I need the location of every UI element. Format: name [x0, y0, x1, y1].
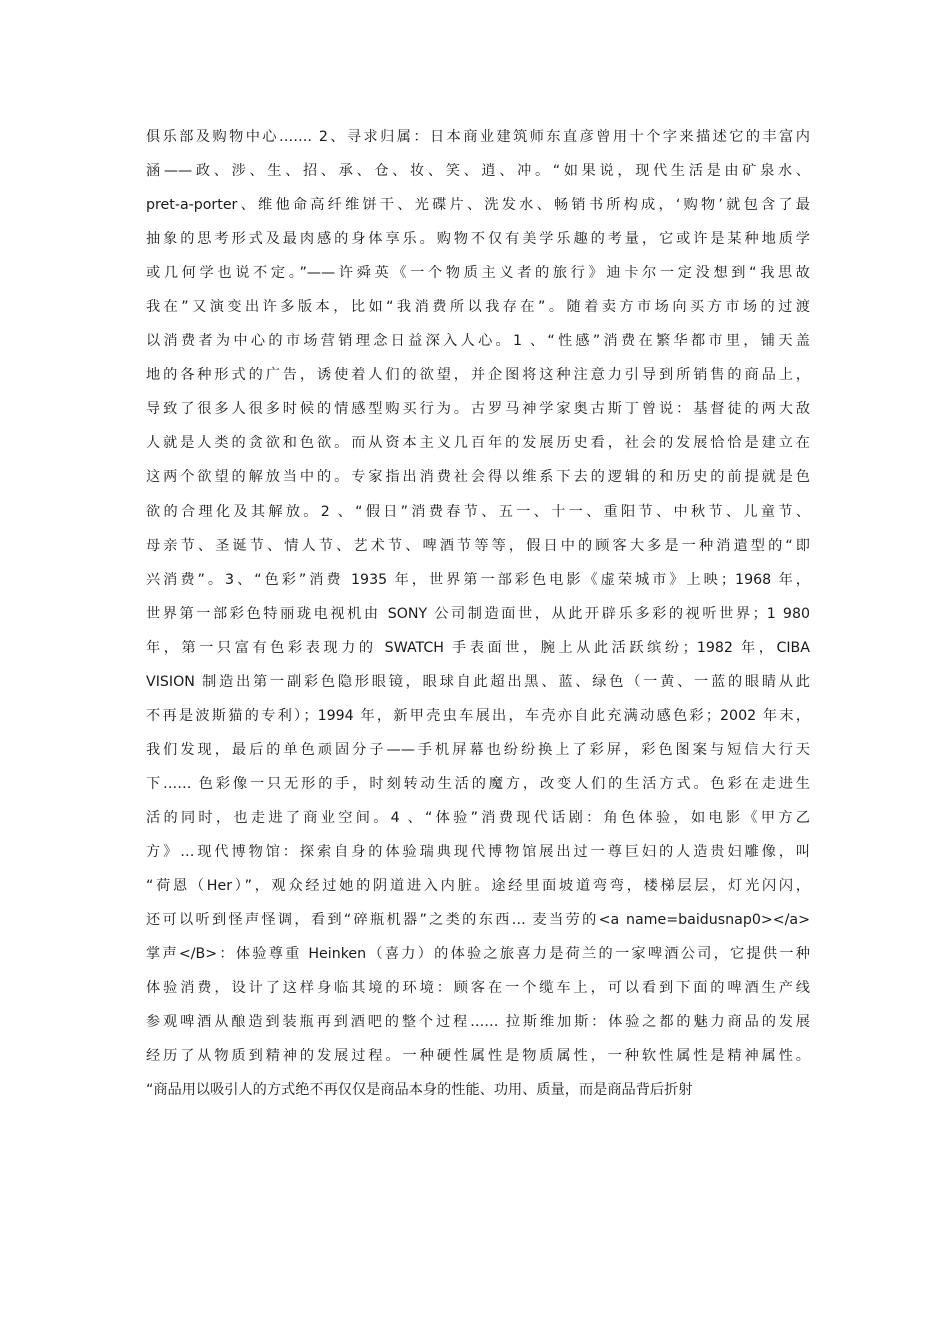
text-line: 我们发现，最后的单色顽固分子——手机屏幕也纷纷换上了彩屏，彩色图案与短信大行天: [146, 741, 810, 758]
body-text: [146, 120, 810, 1107]
text-line: “商品用以吸引人的方式绝不再仅仅是商品本身的性能、功用、质量，而是商品背后折射: [146, 1082, 693, 1099]
text-line: 世界第一部彩色特丽珑电视机由 SONY 公司制造面世，从此开辟乐多彩的视听世界；1 980: [146, 605, 810, 622]
text-line: 以消费者为中心的市场营销理念日益深入人心。1 、“性感”消费在繁华都市里，铺天盖: [146, 333, 810, 350]
text-line: 抽象的思考形式及最肉感的身体享乐。购物不仅有美学乐趣的考量，它或许是某种地质学: [146, 231, 810, 248]
text-line: VISION 制造出第一副彩色隐形眼镜，眼球自此超出黑、蓝、绿色（一黄、一蓝的眼睛从此: [146, 673, 810, 690]
text-line: 活的同时，也走进了商业空间。4 、“体验”消费现代话剧：角色体验，如电影《甲方乙: [146, 809, 810, 826]
text-line: pret-a-porter、维他命高纤维饼干、光碟片、洗发水、畅销书所构成，‘购物’就包含了最: [146, 197, 810, 214]
text-line: “荷恩（Her）”，观众经过她的阴道进入内脏。途经里面坡道弯弯，楼梯层层，灯光闪闪，: [146, 878, 810, 895]
text-line: 兴消费”。3、“色彩”消费 1935 年，世界第一部彩色电影《虚荣城市》上映；1968 年，: [146, 571, 810, 588]
text-line: 涵——政、涉、生、招、承、仓、妆、笑、逍、冲。“如果说，现代生活是由矿泉水、: [146, 163, 810, 180]
text-line: 俱乐部及购物中心……. 2、寻求归属：日本商业建筑师东直彦曾用十个字来描述它的丰富内: [146, 129, 810, 145]
text-line: 方》…现代博物馆：探索自身的体验瑞典现代博物馆展出过一尊巨妇的人造贵妇雕像，叫: [146, 843, 810, 860]
text-line: 母亲节、圣诞节、情人节、艺术节、啤酒节等等，假日中的顾客大多是一种消遣型的“即: [146, 537, 810, 554]
text-line: 参观啤酒从酿造到装瓶再到酒吧的整个过程…… 拉斯维加斯：体验之都的魅力商品的发展: [146, 1014, 810, 1031]
text-line: 或几何学也说不定。”——许舜英《一个物质主义者的旅行》迪卡尔一定没想到“我思故: [146, 265, 810, 282]
text-line: 掌声</B>：体验尊重 Heinken（喜力）的体验之旅喜力是荷兰的一家啤酒公司，它提供一种: [146, 946, 810, 963]
text-line: 人就是人类的贪欲和色欲。而从资本主义几百年的发展历史看，社会的发展恰恰是建立在: [146, 435, 810, 452]
text-line: 我在”又演变出许多版本，比如“我消费所以我存在”。随着卖方市场向买方市场的过渡: [146, 299, 810, 316]
text-line: 年，第一只富有色彩表现力的 SWATCH 手表面世，腕上从此活跃缤纷；1982 年，CIBA: [146, 639, 810, 656]
text-line: 不再是波斯猫的专利）；1994 年，新甲壳虫车展出，车壳亦自此充满动感色彩；2002 年末，: [146, 707, 810, 724]
text-line: 还可以听到怪声怪调，看到“碎瓶机器”之类的东西… 麦当劳的<a name=baidusnap0></a>: [146, 912, 810, 929]
text-line: 导致了很多人很多时候的情感型购买行为。古罗马神学家奥古斯丁曾说：基督徒的两大敌: [146, 401, 810, 418]
text-line: 下…… 色彩像一只无形的手，时刻转动生活的魔方，改变人们的生活方式。色彩在走进生: [146, 775, 810, 792]
text-line: 地的各种形式的广告，诱使着人们的欲望，并企图将这种注意力引导到所销售的商品上，: [146, 367, 810, 384]
text-line: 经历了从物质到精神的发展过程。一种硬性属性是物质属性，一种软性属性是精神属性。: [146, 1048, 810, 1065]
text-line: 欲的合理化及其解放。2 、“假日”消费春节、五一、十一、重阳节、中秋节、儿童节、: [146, 503, 810, 520]
text-line: 体验消费，设计了这样身临其境的环境：顾客在一个缆车上，可以看到下面的啤酒生产线: [146, 980, 810, 997]
text-line: 这两个欲望的解放当中的。专家指出消费社会得以维系下去的逻辑的和历史的前提就是色: [146, 469, 810, 486]
